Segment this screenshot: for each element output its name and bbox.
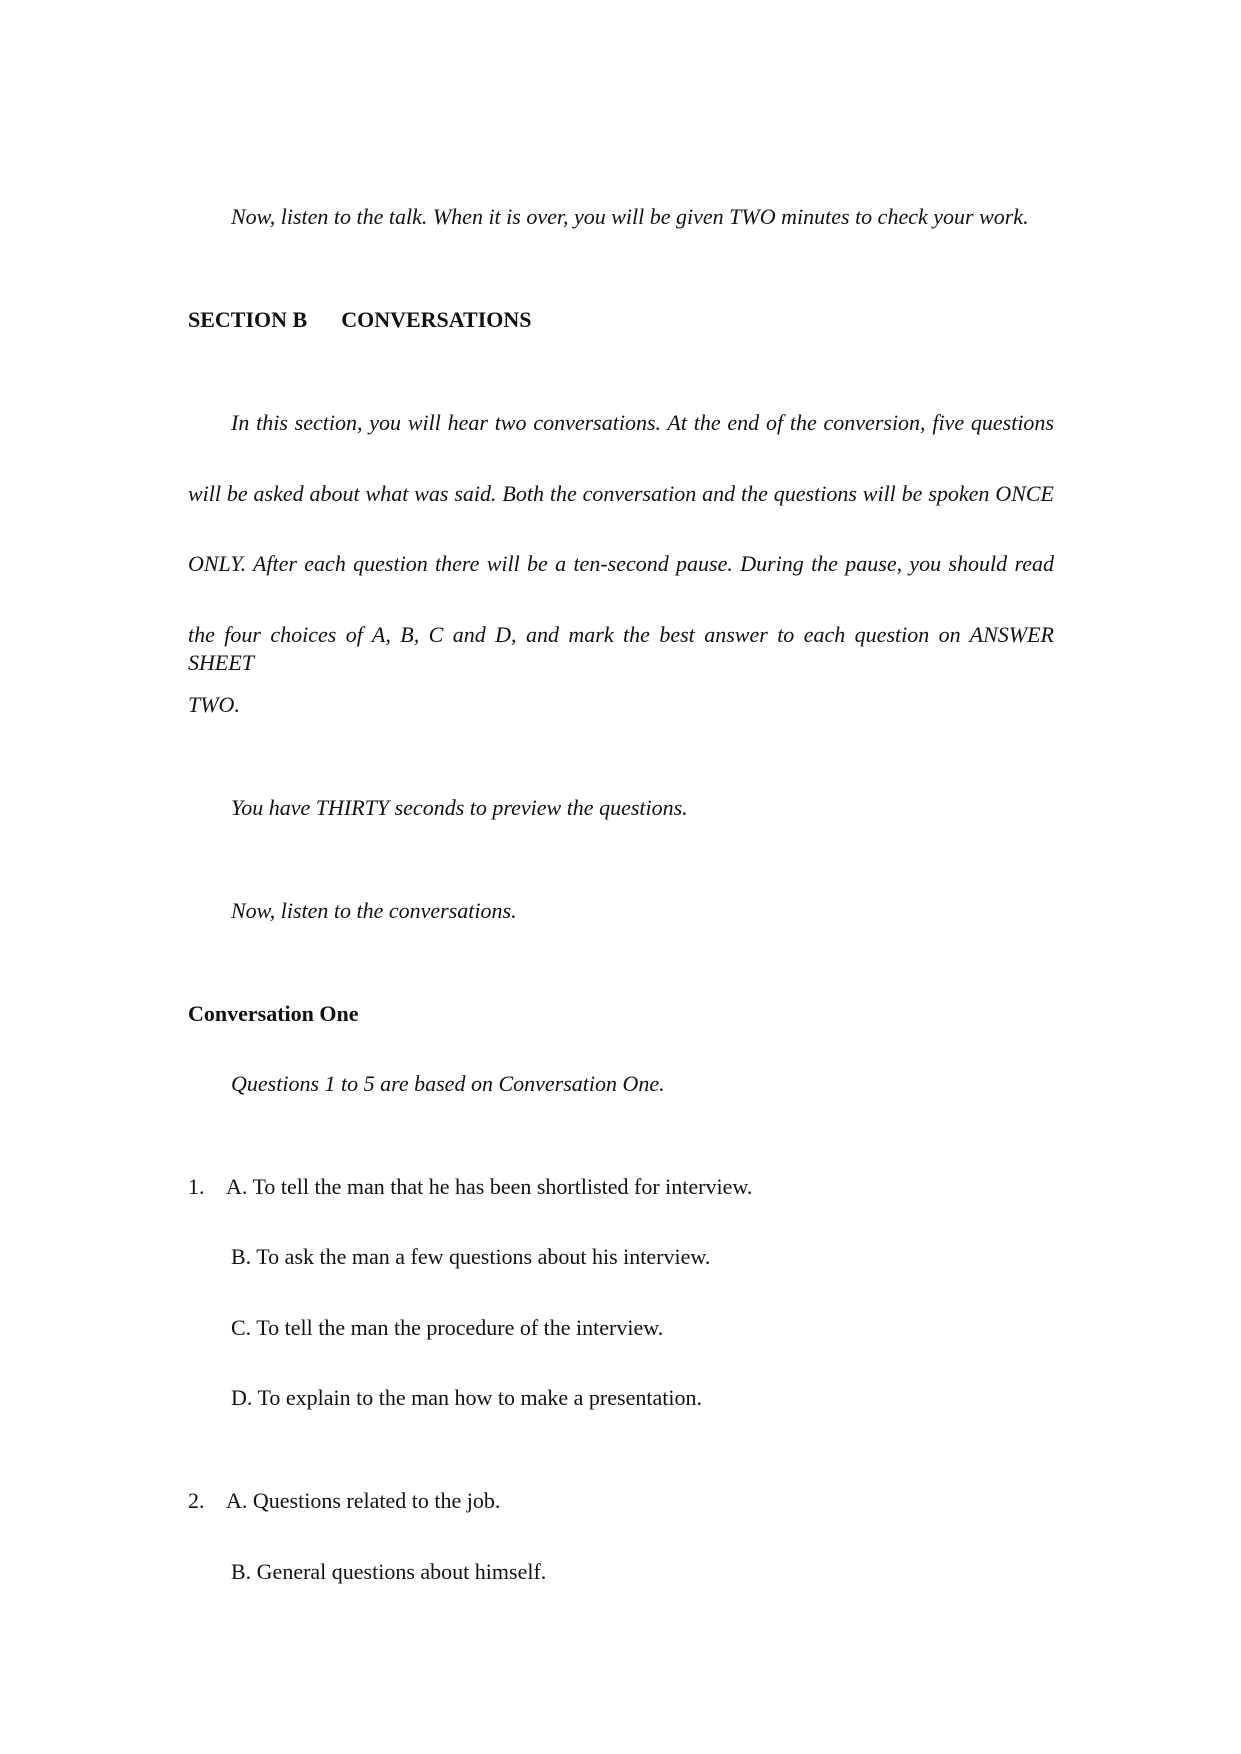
section-title: CONVERSATIONS xyxy=(341,307,532,332)
question-option: B. General questions about himself. xyxy=(231,1559,547,1584)
question-1 xyxy=(188,1173,752,1201)
question-number: 2. xyxy=(188,1488,205,1513)
preview-instruction: You have THIRTY seconds to preview the questions. xyxy=(231,795,688,820)
talk-instruction: Now, listen to the talk. When it is over, you will be given TWO minutes to check your work. xyxy=(231,204,1029,229)
section-label: SECTION B xyxy=(188,307,308,332)
instruction-line-2: will be asked about what was said. Both the conversation and the questions will be spoken ONCE xyxy=(188,481,1054,506)
question-2 xyxy=(188,1487,500,1515)
instruction-line-5: TWO. xyxy=(188,692,240,717)
listen-instruction: Now, listen to the conversations. xyxy=(231,898,517,923)
section-heading xyxy=(188,306,532,334)
question-option: A. To tell the man that he has been shortlisted for interview. xyxy=(226,1174,753,1199)
question-option: A. Questions related to the job. xyxy=(226,1488,501,1513)
question-option: D. To explain to the man how to make a presentation. xyxy=(231,1385,702,1410)
question-number: 1. xyxy=(188,1174,205,1199)
question-option: B. To ask the man a few questions about his interview. xyxy=(231,1244,711,1269)
instruction-line-4: the four choices of A, B, C and D, and mark the best answer to each question on ANSWER SHEET xyxy=(188,622,1054,675)
instruction-line-1: In this section, you will hear two conversations. At the end of the conversion, five questions xyxy=(231,410,1054,435)
conversation-note: Questions 1 to 5 are based on Conversation One. xyxy=(231,1071,665,1096)
question-option: C. To tell the man the procedure of the interview. xyxy=(231,1315,664,1340)
conversation-heading: Conversation One xyxy=(188,1001,359,1026)
instruction-line-3: ONLY. After each question there will be a ten-second pause. During the pause, you should read xyxy=(188,551,1054,576)
